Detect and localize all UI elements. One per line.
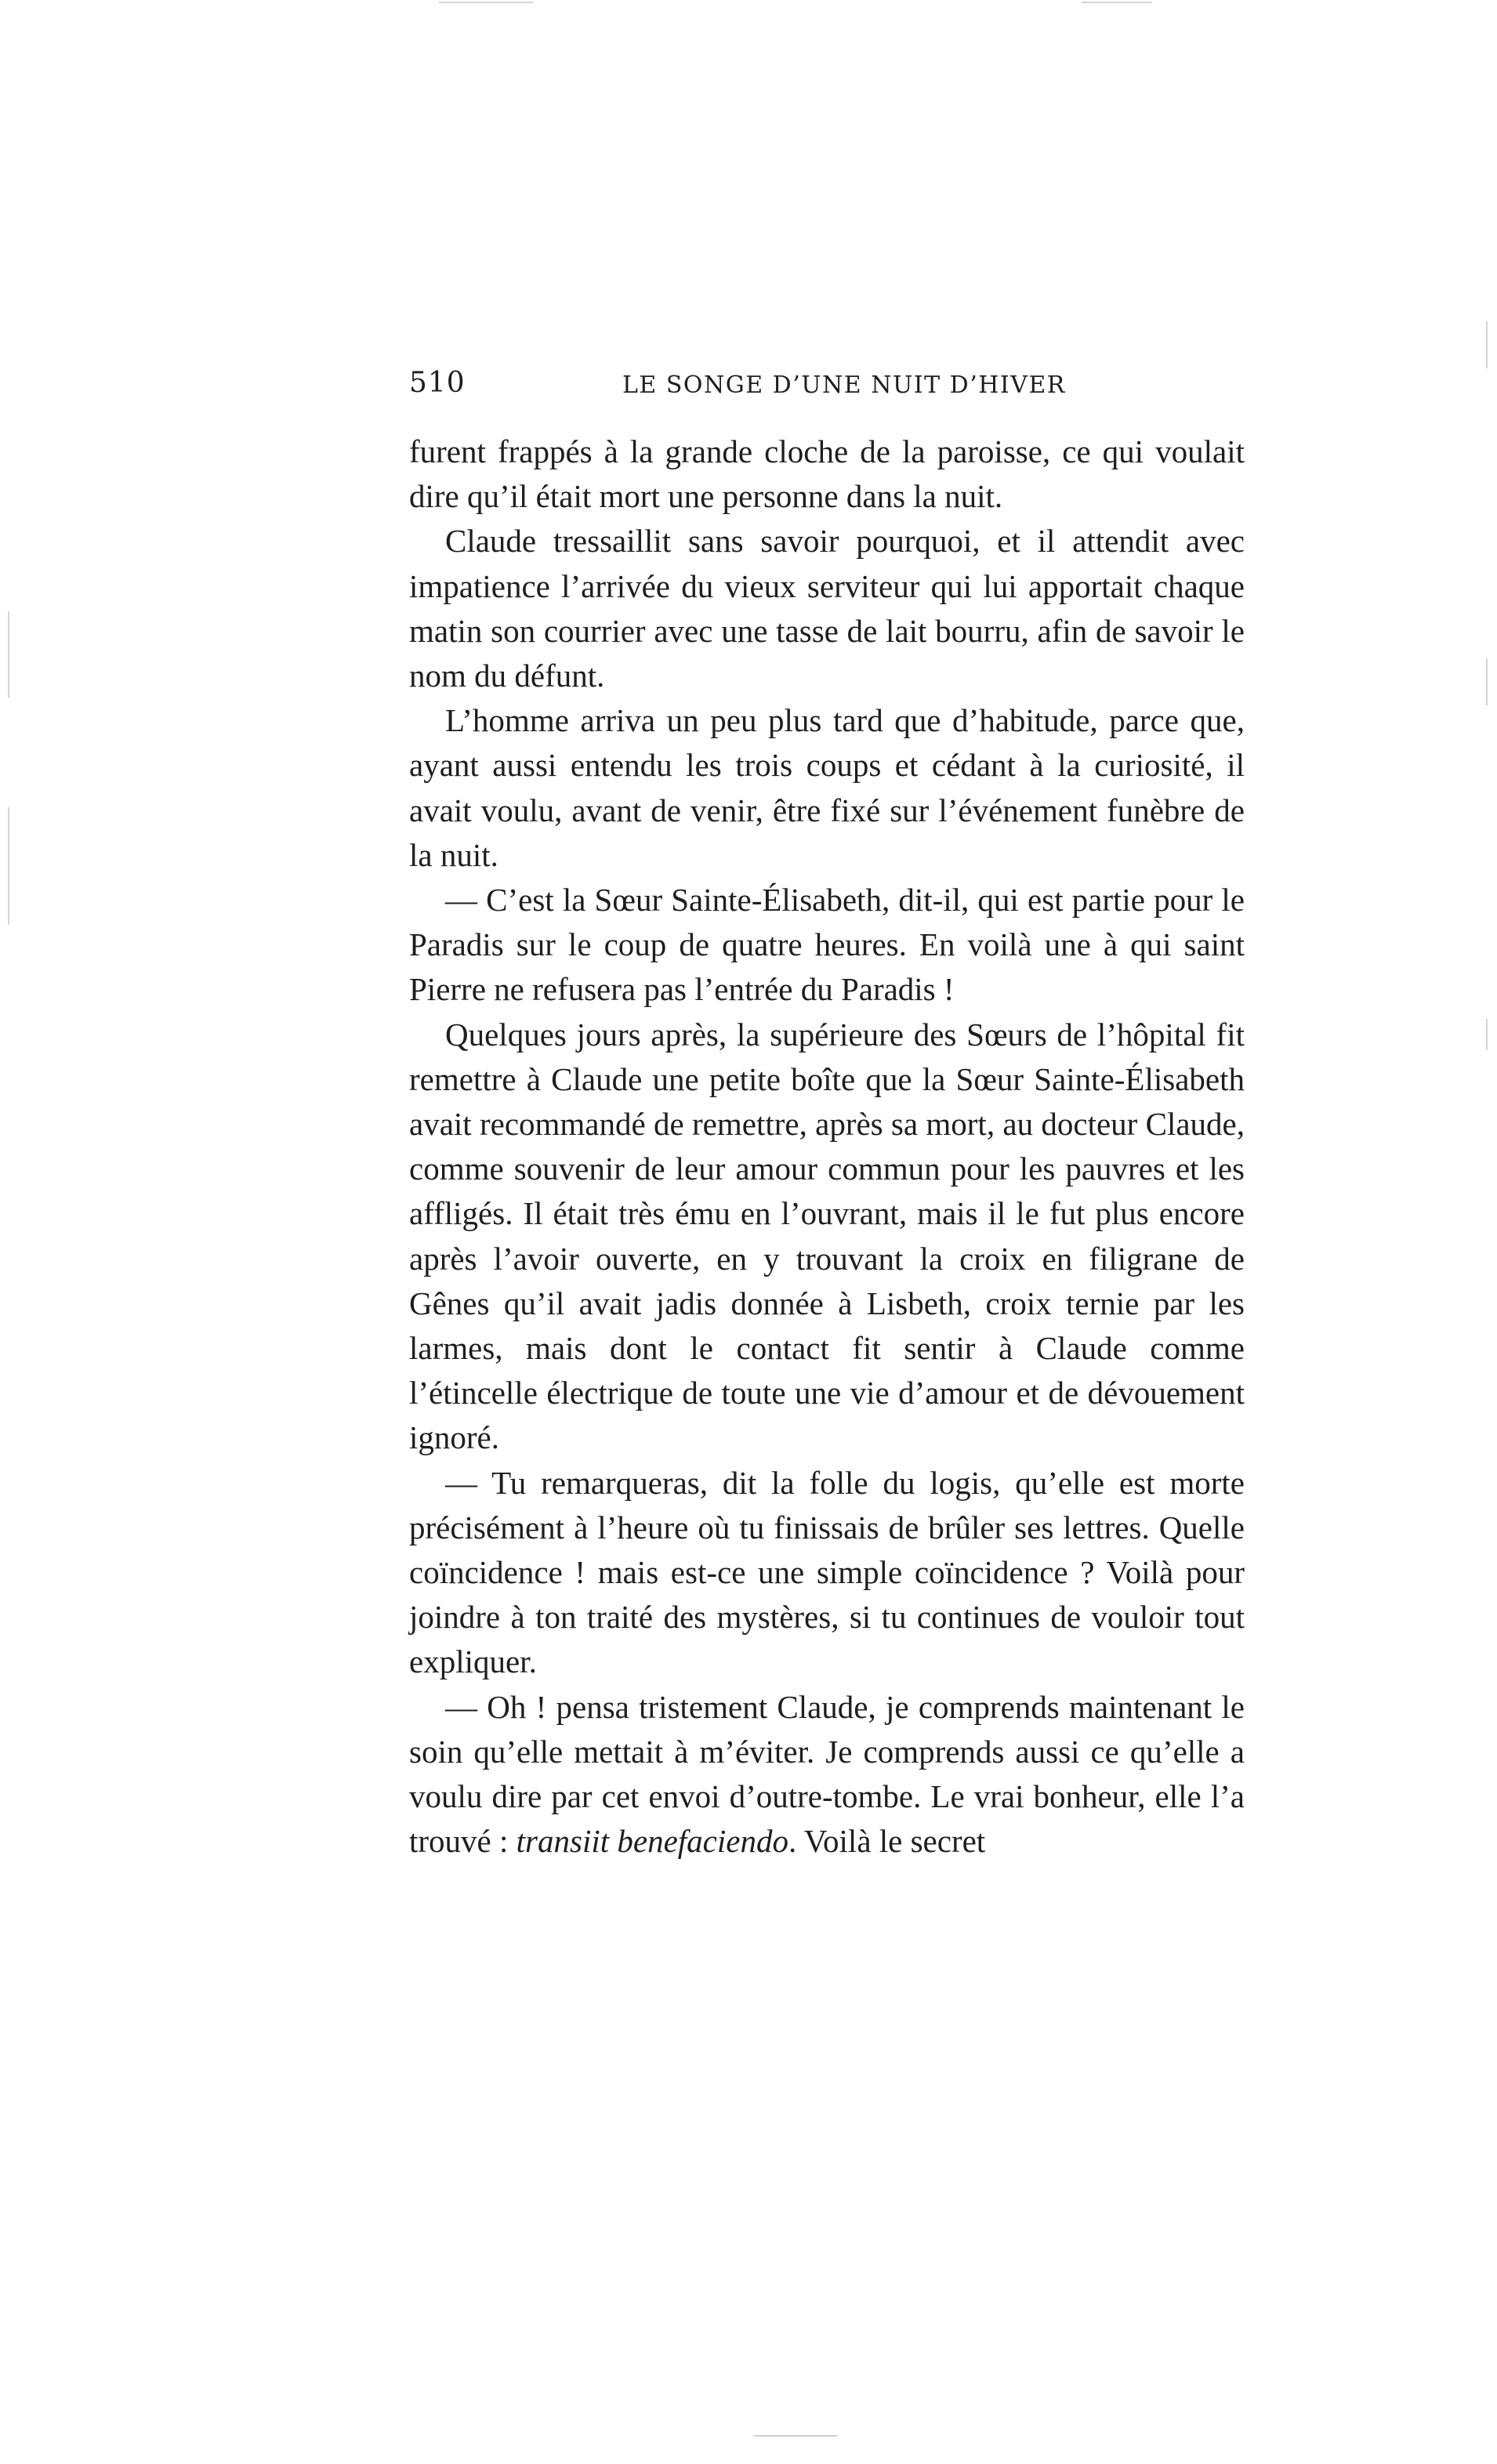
paragraph-6: — Tu remarqueras, dit la folle du logis, qu’elle est morte précisément à l’heure où tu finissais de brûler ses lettres. Quelle coïncidence ! mais est-ce une simple coïncidence ? Voilà pour joindre à ton traité des mystères, si tu continues de vouloir tout expliquer.: [409, 1464, 1245, 1680]
paragraph-1: furent frappés à la grande cloche de la paroisse, ce qui voulait dire qu’il était mort une personne dans la nuit.: [409, 433, 1245, 515]
scan-mark-left-margin-2: [8, 807, 9, 925]
latin-phrase: transiit benefaciendo: [516, 1823, 788, 1860]
bottom-scan-rule: [754, 2435, 837, 2437]
paragraph-2: Claude tressaillit sans savoir pourquoi, et il attendit avec impatience l’arrivée du vieux serviteur qui lui apportait chaque matin son courrier avec une tasse de lait bourru, afin de savoir le nom du défunt.: [409, 523, 1245, 694]
scan-mark-top-right: [1082, 2, 1152, 3]
scan-mark-left-margin-1: [8, 611, 9, 698]
paragraph-3: L’homme arriva un peu plus tard que d’habitude, parce que, ayant aussi entendu les trois coups et cédant à la curiosité, il avait voulu, avant de venir, être fixé sur l’événement funèbre de la nuit.: [409, 702, 1245, 873]
paragraph-7-start: — Oh ! pensa tristement Claude, je comprends maintenant le soin qu’elle mettait à m’éviter. Je comprends aussi ce qu’elle a voulu dire par cet envoi d’outre-tombe. Le vrai bonheur, elle l’a trouvé :: [409, 1688, 1245, 1860]
paragraph-7-end: . Voilà le secret: [788, 1823, 986, 1860]
body-text: [409, 429, 1245, 1864]
running-title: LE SONGE D’UNE NUIT D’HIVER: [622, 371, 1066, 399]
scan-mark-right-margin-2: [1486, 658, 1488, 705]
paragraph-7: [409, 1685, 1245, 1864]
scan-mark-right-margin-1: [1486, 321, 1488, 368]
paragraph-4: — C’est la Sœur Sainte-Élisabeth, dit-il, qui est partie pour le Paradis sur le coup de quatre heures. En voilà une à qui saint Pierre ne refusera pas l’entrée du Paradis !: [409, 882, 1245, 1008]
page-number: 510: [409, 367, 466, 399]
page-header: [409, 367, 1245, 406]
scan-mark-top-left: [439, 2, 533, 3]
paragraph-5: Quelques jours après, la supérieure des Sœurs de l’hôpital fit remettre à Claude une petite boîte que la Sœur Sainte-Élisabeth avait recommandé de remettre, après sa mort, au docteur Claude, comme souvenir de leur amour commun pour les pauvres et les affligés. Il était très ému en l’ouvrant, mais il le fut plus encore après l’avoir ouverte, en y trouvant la croix en filigrane de Gênes qu’il avait jadis donnée à Lisbeth, croix ternie par les larmes, mais dont le contact fit sentir à Claude comme l’étincelle électrique de toute une vie d’amour et de dévouement ignoré.: [409, 1016, 1245, 1456]
scan-mark-right-margin-3: [1486, 1019, 1488, 1050]
